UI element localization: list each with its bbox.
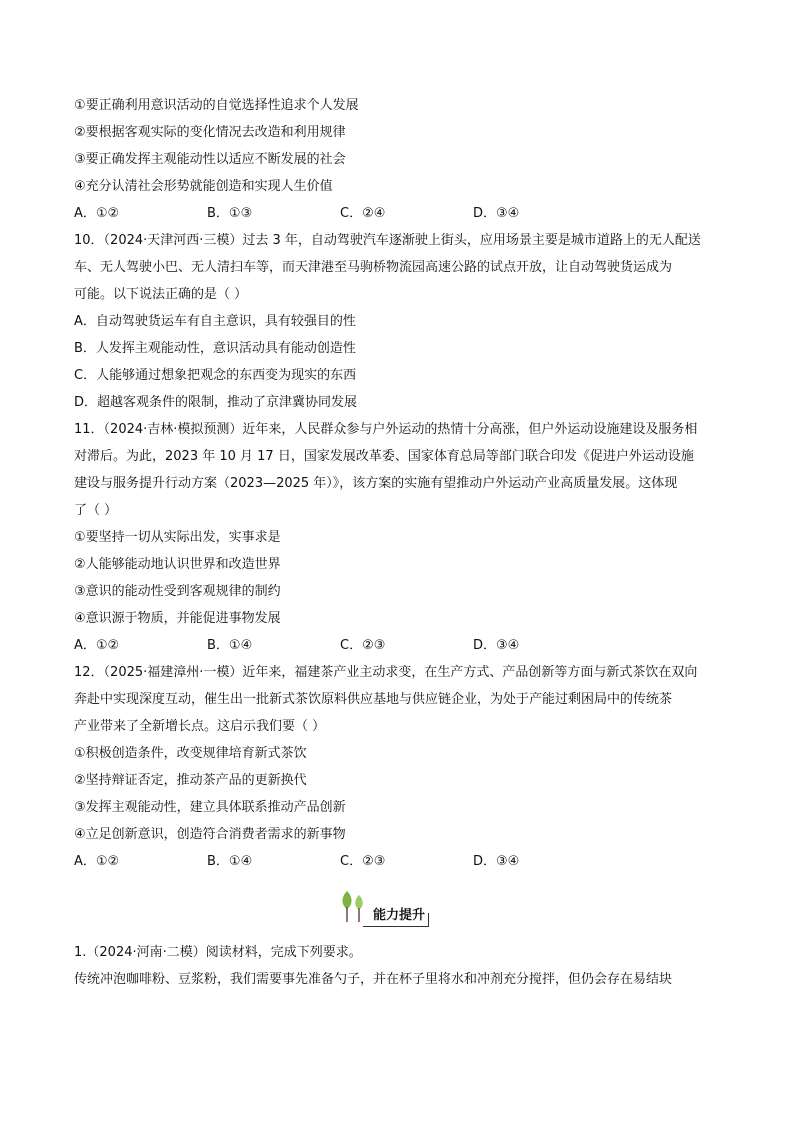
q9-choice-c[interactable]: C．②④: [340, 206, 386, 221]
q12-choice-a[interactable]: A．①②: [74, 854, 120, 869]
q12-choice-d[interactable]: D．③④: [473, 854, 520, 869]
q12-choice-c[interactable]: C．②③: [340, 854, 386, 869]
q12-stem-line-2: 奔赴中实现深度互动，催生出一批新式茶饮原料供应基地与供应链企业，为处于产能过剩困局中的传统茶: [74, 692, 673, 707]
q12-choices: [74, 848, 722, 875]
question-10: [74, 227, 722, 416]
q10-choice-b[interactable]: B．人发挥主观能动性，意识活动具有能动创造性: [74, 341, 356, 356]
q11-stem-line-1: 11．（2024·吉林·模拟预测）近年来，人民群众参与户外运动的热情十分高涨，但户外运动设施建设及服务相: [74, 422, 698, 437]
q9-option-3: ③要正确发挥主观能动性以适应不断发展的社会: [74, 152, 346, 167]
question-11: [74, 416, 722, 659]
q11-option-1: ①要坚持一切从实际出发，实事求是: [74, 530, 281, 545]
q12-stem-line-3: 产业带来了全新增长点。这启示我们要（ ）: [74, 719, 326, 734]
q11-choice-d[interactable]: D．③④: [473, 638, 520, 653]
q11-option-2: ②人能够能动地认识世界和改造世界: [74, 557, 281, 572]
q12-option-1: ①积极创造条件，改变规律培育新式茶饮: [74, 746, 307, 761]
q11-stem-line-2: 对滞后。为此，2023 年 10 月 17 日，国家发展改革委、国家体育总局等部门联合印发《促进户外运动设施: [74, 449, 694, 464]
q11-stem-line-4: 了（ ）: [74, 503, 118, 518]
q11-choice-b[interactable]: B．①④: [207, 638, 253, 653]
q12-choice-b[interactable]: B．①④: [207, 854, 253, 869]
q9-option-4: ④充分认清社会形势就能创造和实现人生价值: [74, 179, 333, 194]
question-9-options: [74, 92, 722, 227]
q10-choice-a[interactable]: A．自动驾驶货运车有自主意识，具有较强目的性: [74, 314, 356, 329]
q11-option-4: ④意识源于物质，并能促进事物发展: [74, 611, 281, 626]
q10-stem-line-2: 车、无人驾驶小巴、无人清扫车等，而天津港至马驹桥物流园高速公路的试点开放，让自动驾驶货运成为: [74, 260, 673, 275]
q10-choice-d[interactable]: D．超越客观条件的限制，推动了京津冀协同发展: [74, 395, 358, 410]
q12-stem-line-1: 12．（2025·福建漳州·一模）近年来，福建茶产业主动求变，在生产方式、产品创新等方面与新式茶饮在双向: [74, 665, 698, 680]
q10-stem-line-3: 可能。以下说法正确的是（ ）: [74, 287, 248, 302]
section-underline: [363, 926, 429, 927]
q11-choice-c[interactable]: C．②③: [340, 638, 386, 653]
q9-choices: [74, 200, 722, 227]
section-header: [74, 883, 722, 933]
q1-stem: 1.（2024·河南·二模）阅读材料，完成下列要求。: [74, 945, 362, 960]
section-title-group: [339, 893, 425, 927]
q9-option-1: ①要正确利用意识活动的自觉选择性追求个人发展: [74, 98, 359, 113]
q11-choices: [74, 632, 722, 659]
question-12: [74, 659, 722, 875]
q11-option-3: ③意识的能动性受到客观规律的制约: [74, 584, 281, 599]
section-title: 能力提升: [373, 908, 426, 923]
section-underline-tick: [428, 913, 429, 927]
q10-stem-line-1: 10．（2024·天津河西·三模）过去 3 年，自动驾驶汽车逐渐驶上街头，应用场景主要是城市道路上的无人配送: [74, 233, 701, 248]
q1-text: 传统冲泡咖啡粉、豆浆粉，我们需要事先准备勺子，并在杯子里将水和冲剂充分搅拌，但仍会存在易结块: [74, 972, 673, 987]
document-page: [74, 92, 722, 993]
sprout-icon: [339, 889, 369, 927]
q12-option-4: ④立足创新意识，创造符合消费者需求的新事物: [74, 827, 346, 842]
q11-stem-line-3: 建设与服务提升行动方案（2023—2025 年）》，该方案的实施有望推动户外运动产业高质量发展。这体现: [74, 476, 678, 491]
question-1: [74, 939, 722, 993]
q9-choice-d[interactable]: D．③④: [473, 206, 520, 221]
q9-choice-b[interactable]: B．①③: [207, 206, 253, 221]
q10-choice-c[interactable]: C．人能够通过想象把观念的东西变为现实的东西: [74, 368, 357, 383]
q9-option-2: ②要根据客观实际的变化情况去改造和利用规律: [74, 125, 346, 140]
q12-option-2: ②坚持辩证否定，推动茶产品的更新换代: [74, 773, 307, 788]
q11-choice-a[interactable]: A．①②: [74, 638, 120, 653]
q9-choice-a[interactable]: A．①②: [74, 206, 120, 221]
q12-option-3: ③发挥主观能动性，建立具体联系推动产品创新: [74, 800, 346, 815]
